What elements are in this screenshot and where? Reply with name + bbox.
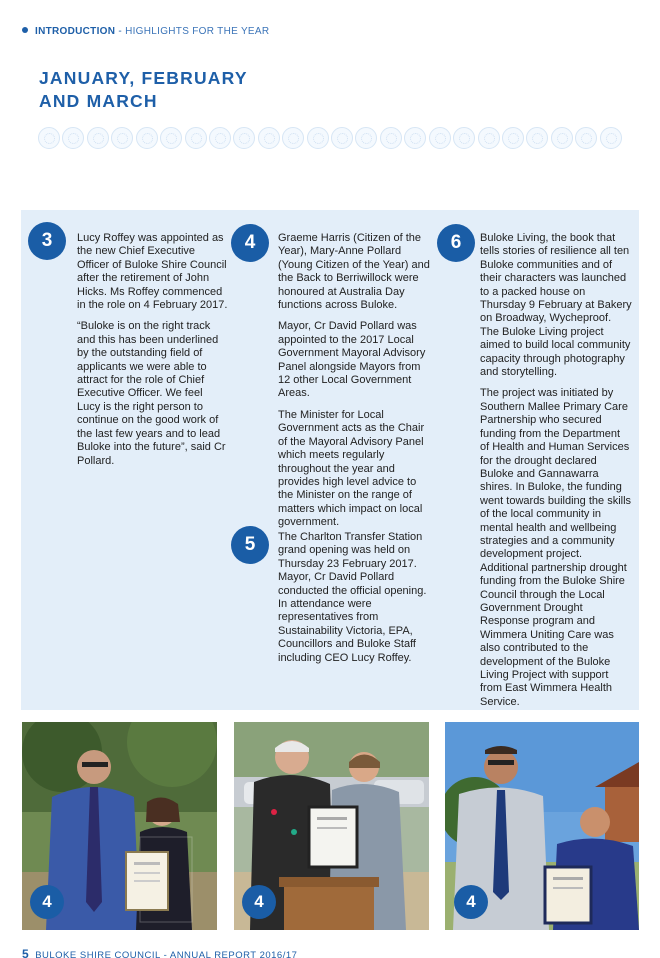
photo-citizen-awards-2 (234, 722, 429, 930)
emblem-icon (600, 127, 622, 149)
emblem-icon (502, 127, 524, 149)
item-6-paragraph-1: Buloke Living, the book that tells stories of resilience all ten Buloke communities and of their characters was launched to a packed house on Thursday 9 February at Bakery on Broadway, Wycheproof. The Buloke Living project aimed to build local community capacity through photography and storytelling. (480, 232, 632, 379)
item-5-text (278, 531, 430, 673)
item-3-paragraph-1: Lucy Roffey was appointed as the new Chief Executive Officer of Buloke Shire Council after the retirement of John Hicks. Ms Roffey commenced in the role on 4 February 2017. (77, 232, 228, 312)
photo-2-number-badge: 4 (242, 885, 276, 919)
item-5-number-badge: 5 (231, 526, 269, 564)
item-3-paragraph-2: “Buloke is on the right track and this has been underlined by the outstanding field of applicants we were able to attract for the role of Chief Executive Officer. We feel Lucy is the right person to continue on the good work of the last few years and to lead Buloke into the future”, said Cr Pollard. (77, 320, 226, 467)
emblem-icon (331, 127, 353, 149)
emblem-icon (233, 127, 255, 149)
emblem-icon (160, 127, 182, 149)
emblem-icon (551, 127, 573, 149)
section-header (22, 26, 269, 37)
item-4-text (278, 232, 430, 538)
item-6-text (480, 232, 632, 717)
page-footer (22, 947, 297, 958)
photo-transfer-station-opening (445, 722, 639, 930)
footer-text: BULOKE SHIRE COUNCIL - ANNUAL REPORT 2016/17 (35, 950, 298, 958)
emblem-icon (307, 127, 329, 149)
decorative-emblem-row (38, 127, 622, 153)
item-5-paragraph-1: The Charlton Transfer Station grand opening was held on Thursday 23 February 2017. Mayor, Cr David Pollard conducted the official opening. In attendance were representatives from Sustainability Victoria, EPA, Councillors and Buloke Staff including CEO Lucy Roffey. (278, 531, 427, 664)
section-name: INTRODUCTION (35, 26, 116, 37)
page-number: 5 (22, 947, 30, 958)
emblem-icon (258, 127, 280, 149)
photo-3-number-badge: 4 (454, 885, 488, 919)
item-3-text (77, 232, 228, 476)
emblem-icon (209, 127, 231, 149)
emblem-icon (453, 127, 475, 149)
emblem-icon (185, 127, 207, 149)
emblem-icon (429, 127, 451, 149)
title-line-1: JANUARY, FEBRUARY (39, 68, 248, 88)
bullet-dot-icon (22, 27, 28, 33)
emblem-icon (87, 127, 109, 149)
item-6-paragraph-2: The project was initiated by Southern Mallee Primary Care Partnership who secured funding from the Department of Health and Human Services for the drought declared Buloke and Gannawarra shires. In Buloke, the funding went towards building the skills of the local community in mental health and wellbeing strategies and a community development project. Additional partnership drought funding from the Buloke Shire Council through the Local Government Drought Response program and Wimmera Uniting Care was also contributed to the development of the Buloke Living Project with support from East Wimmera Health Service. (480, 387, 632, 708)
item-3-number-badge: 3 (28, 222, 66, 260)
emblem-icon (38, 127, 60, 149)
emblem-icon (136, 127, 158, 149)
item-4-number-badge: 4 (231, 224, 269, 262)
emblem-icon (404, 127, 426, 149)
emblem-icon (575, 127, 597, 149)
page-title (39, 67, 248, 113)
emblem-icon (478, 127, 500, 149)
title-line-2: AND MARCH (39, 91, 158, 111)
item-4-paragraph-2: Mayor, Cr David Pollard was appointed to the 2017 Local Government Mayoral Advisory Panel alongside Mayors from 12 other Local Government Areas. (278, 320, 426, 400)
item-6-number-badge: 6 (437, 224, 475, 262)
emblem-icon (62, 127, 84, 149)
item-4-paragraph-1: Graeme Harris (Citizen of the Year), Mary-Anne Pollard (Young Citizen of the Year) and the Back to Berriwillock were honoured at Australia Day functions across Buloke. (278, 232, 430, 312)
emblem-icon (282, 127, 304, 149)
item-4-paragraph-3: The Minister for Local Government acts as the Chair of the Mayoral Advisory Panel which meets regularly throughout the year and provides high level advice to the Minister on the range of matters which impact on local government. (278, 408, 425, 529)
emblem-icon (111, 127, 133, 149)
emblem-icon (355, 127, 377, 149)
subsection-name: HIGHLIGHTS FOR THE YEAR (125, 26, 270, 37)
section-separator: - (115, 26, 126, 37)
photo-1-number-badge: 4 (30, 885, 64, 919)
emblem-icon (526, 127, 548, 149)
emblem-icon (380, 127, 402, 149)
photo-citizen-awards-1 (22, 722, 217, 930)
